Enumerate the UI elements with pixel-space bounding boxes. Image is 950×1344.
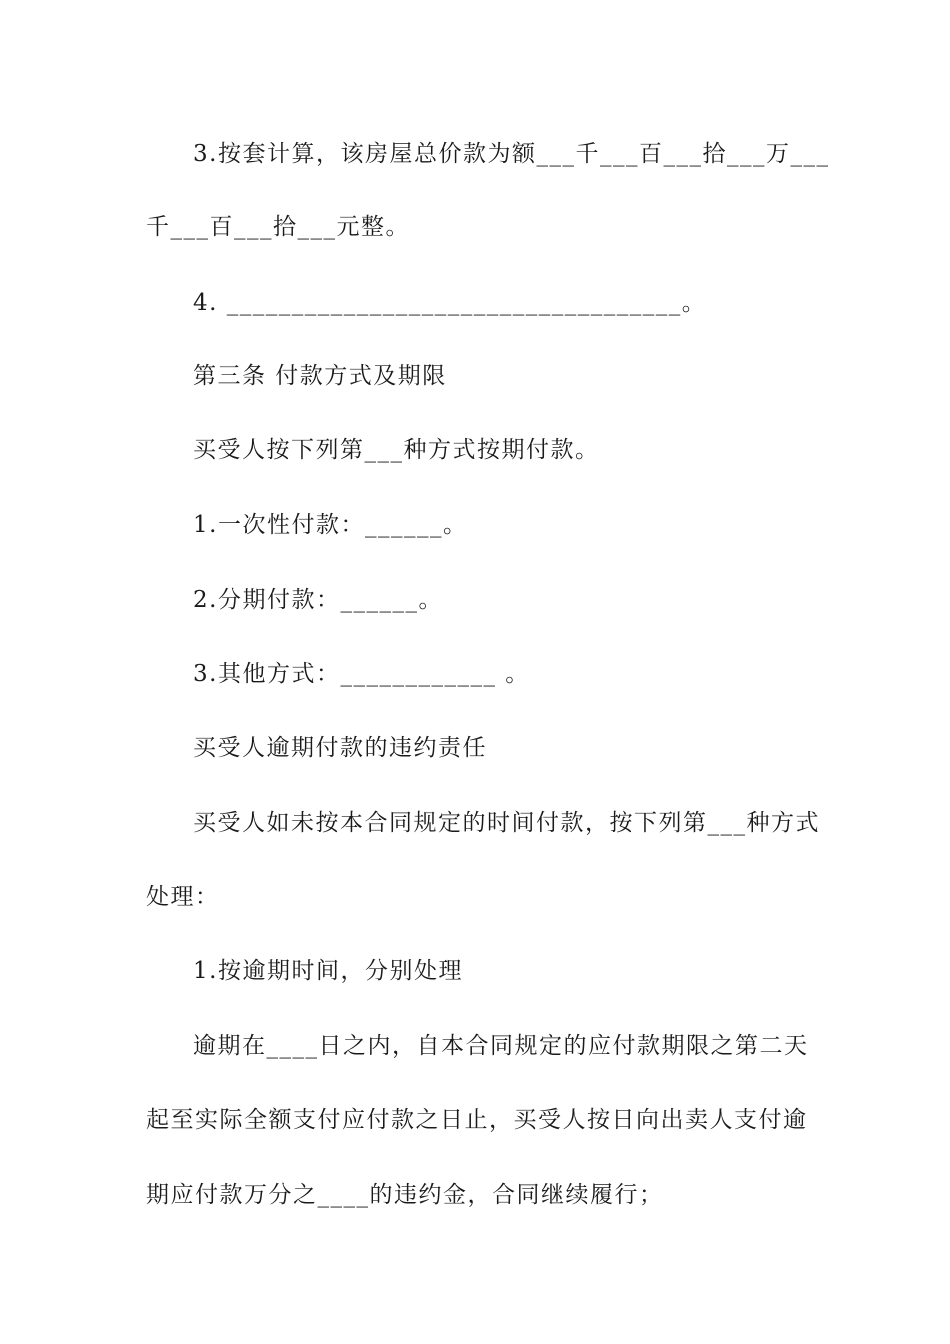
- paragraph-late-payment-line-1: 买受人如未按本合同规定的时间付款，按下列第___种方式: [193, 810, 820, 836]
- paragraph-by-overdue-time: 1.按逾期时间，分别处理: [193, 958, 463, 984]
- paragraph-late-payment-line-2: 处理：: [146, 884, 220, 910]
- paragraph-item-4: 4. ___________________________________。: [193, 290, 707, 316]
- paragraph-overdue-days-line-1: 逾期在____日之内，自本合同规定的应付款期限之第二天: [193, 1033, 809, 1059]
- paragraph-overdue-days-line-2: 起至实际全额支付应付款之日止，买受人按日向出卖人支付逾: [146, 1107, 808, 1133]
- paragraph-installment: 2.分期付款：______。: [193, 587, 443, 613]
- paragraph-overdue-days-line-3: 期应付款万分之____的违约金，合同继续履行；: [146, 1182, 664, 1208]
- paragraph-total-price-line-2: 千___百___拾___元整。: [146, 214, 410, 240]
- paragraph-lump-sum: 1.一次性付款：______。: [193, 512, 468, 538]
- paragraph-other-method: 3.其他方式：____________ 。: [193, 661, 530, 687]
- section-heading-late-payment: 买受人逾期付款的违约责任: [193, 735, 487, 761]
- paragraph-payment-choice: 买受人按下列第___种方式按期付款。: [193, 437, 600, 463]
- section-heading-article-3: 第三条 付款方式及期限: [193, 363, 447, 389]
- paragraph-total-price-line-1: 3.按套计算，该房屋总价款为额___千___百___拾___万___: [193, 141, 830, 167]
